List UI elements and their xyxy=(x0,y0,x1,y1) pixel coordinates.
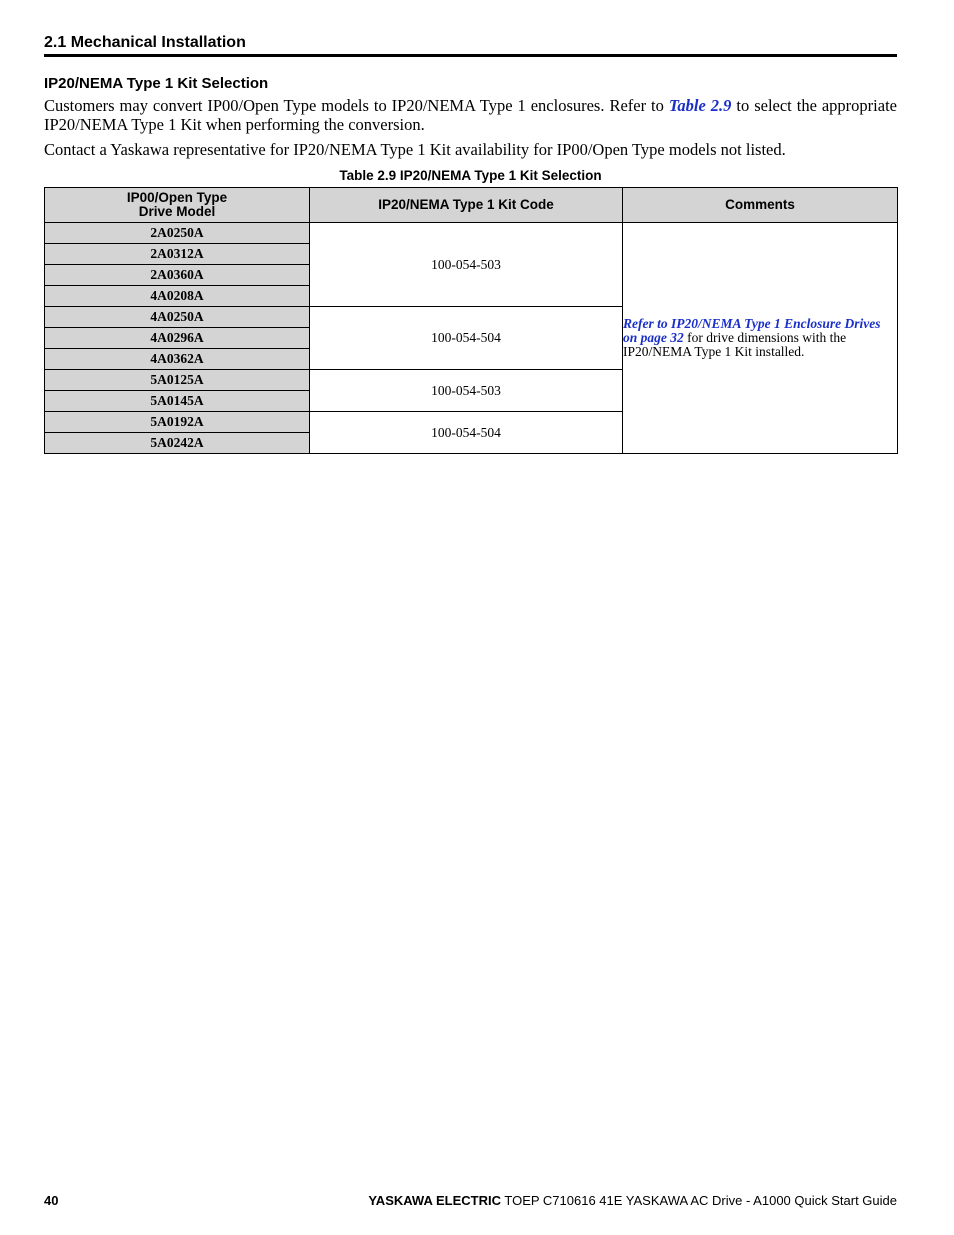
kit-code-cell: 100-054-504 xyxy=(310,412,623,454)
kit-code-cell: 100-054-503 xyxy=(310,223,623,307)
enclosure-drives-link[interactable]: Refer to IP20/NEMA Type 1 Enclosure Drives on page 32 xyxy=(623,316,881,345)
comment-text: for drive dimensions with the IP20/NEMA Type 1 Kit installed. xyxy=(623,330,847,359)
contact-paragraph: Contact a Yaskawa representative for IP20/NEMA Type 1 Kit availability for IP00/Open Type models not listed. xyxy=(44,140,786,159)
intro-text-before: Customers may convert IP00/Open Type models to IP20/NEMA Type 1 enclosures. Refer to xyxy=(44,96,669,115)
header-model-line2: Drive Model xyxy=(138,204,216,219)
kit-selection-table xyxy=(44,187,898,454)
page-number: 40 xyxy=(44,1193,59,1208)
footer-doc-info xyxy=(368,1193,897,1208)
drive-model-cell: 5A0242A xyxy=(45,433,310,454)
kit-code-cell: 100-054-504 xyxy=(310,307,623,370)
subheading: IP20/NEMA Type 1 Kit Selection xyxy=(44,75,269,92)
table-header-row xyxy=(45,188,898,223)
footer-brand: YASKAWA ELECTRIC xyxy=(368,1193,501,1208)
drive-model-cell: 2A0360A xyxy=(45,265,310,286)
drive-model-cell: 5A0125A xyxy=(45,370,310,391)
drive-model-cell: 4A0208A xyxy=(45,286,310,307)
section-header: 2.1 Mechanical Installation xyxy=(44,33,897,57)
header-model-line1: IP00/Open Type xyxy=(126,190,228,205)
intro-paragraph xyxy=(44,96,897,134)
drive-model-cell: 4A0362A xyxy=(45,349,310,370)
kit-code-cell: 100-054-503 xyxy=(310,370,623,412)
table-2-9-link[interactable]: Table 2.9 xyxy=(668,96,732,115)
header-comments: Comments xyxy=(623,188,898,223)
drive-model-cell: 4A0250A xyxy=(45,307,310,328)
header-drive-model xyxy=(45,188,310,223)
drive-model-cell: 5A0192A xyxy=(45,412,310,433)
table-row xyxy=(45,223,898,244)
intro-text-after: to select the appropriate IP20/NEMA Type 1 Kit when performing the conversion. xyxy=(44,96,897,134)
drive-model-cell: 4A0296A xyxy=(45,328,310,349)
document-page xyxy=(44,0,897,1235)
comments-cell xyxy=(623,223,898,454)
table-caption: Table 2.9 IP20/NEMA Type 1 Kit Selection xyxy=(339,168,602,183)
footer-doc-title: TOEP C710616 41E YASKAWA AC Drive - A1000 Quick Start Guide xyxy=(501,1193,897,1208)
drive-model-cell: 2A0312A xyxy=(45,244,310,265)
drive-model-cell: 5A0145A xyxy=(45,391,310,412)
drive-model-cell: 2A0250A xyxy=(45,223,310,244)
header-kit-code: IP20/NEMA Type 1 Kit Code xyxy=(310,188,623,223)
